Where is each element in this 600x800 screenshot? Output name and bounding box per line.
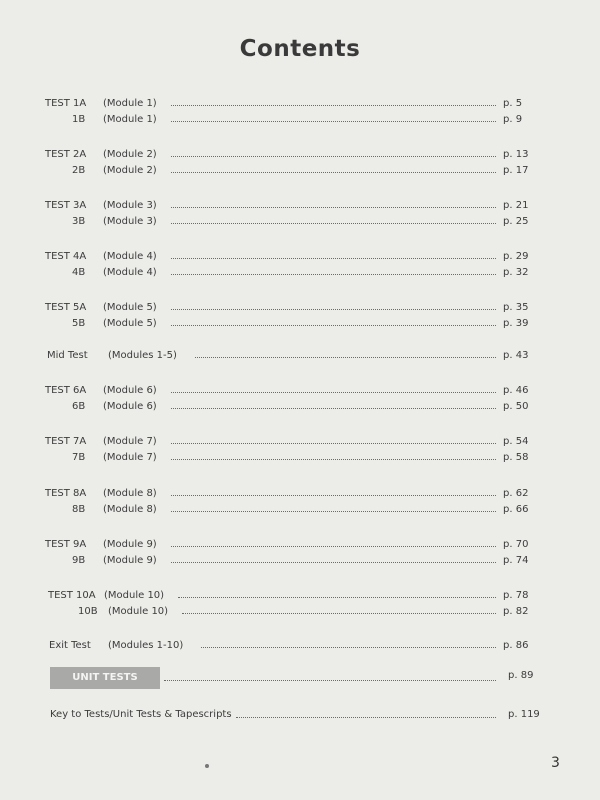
toc-module: (Module 4) (103, 267, 157, 278)
toc-leader-dots (171, 309, 496, 310)
toc-test-name: 9B (72, 555, 86, 566)
toc-entry (0, 435, 600, 449)
key-label: Key to Tests/Unit Tests & Tapescripts (50, 709, 232, 720)
toc-module: (Modules 1-10) (108, 640, 184, 651)
toc-test-name: TEST 6A (45, 385, 87, 396)
toc-module: (Module 9) (103, 555, 157, 566)
toc-test-name: TEST 4A (45, 251, 87, 262)
toc-page-ref: p. 54 (503, 436, 529, 447)
toc-page-ref: p. 82 (503, 606, 529, 617)
toc-entry (0, 113, 600, 127)
toc-test-name: TEST 1A (45, 98, 87, 109)
toc-module: (Module 10) (104, 590, 165, 601)
toc-entry (0, 266, 600, 280)
toc-test-name: Exit Test (49, 640, 91, 651)
toc-leader-dots (171, 511, 496, 512)
toc-page-ref: p. 32 (503, 267, 529, 278)
toc-test-name: TEST 8A (45, 488, 87, 499)
toc-module: (Module 2) (103, 149, 157, 160)
toc-leader-dots (171, 495, 496, 496)
toc-page-ref: p. 17 (503, 165, 529, 176)
toc-leader-dots (171, 443, 496, 444)
toc-page-ref: p. 58 (503, 452, 529, 463)
toc-page-ref: p. 25 (503, 216, 529, 227)
toc-entry (0, 148, 600, 162)
toc-entry (0, 605, 600, 619)
toc-test-name: TEST 10A (48, 590, 96, 601)
key-entry (50, 708, 232, 722)
toc-leader-dots (171, 207, 496, 208)
toc-test-name: 4B (72, 267, 86, 278)
toc-test-name: 1B (72, 114, 86, 125)
key-leader-dots (236, 717, 496, 718)
toc-leader-dots (201, 647, 496, 648)
toc-test-name: 10B (78, 606, 98, 617)
toc-page-ref: p. 13 (503, 149, 529, 160)
toc-page-ref: p. 78 (503, 590, 529, 601)
toc-module: (Module 6) (103, 385, 157, 396)
toc-leader-dots (171, 223, 496, 224)
toc-test-name: TEST 9A (45, 539, 87, 550)
toc-leader-dots (171, 274, 496, 275)
toc-page-ref: p. 66 (503, 504, 529, 515)
toc-test-name: 7B (72, 452, 86, 463)
toc-leader-dots (171, 105, 496, 106)
toc-page-ref: p. 29 (503, 251, 529, 262)
toc-module: (Module 1) (103, 114, 157, 125)
toc-leader-dots (171, 172, 496, 173)
toc-leader-dots (171, 459, 496, 460)
toc-entry (0, 639, 600, 653)
toc-module: (Module 4) (103, 251, 157, 262)
toc-page-ref: p. 46 (503, 385, 529, 396)
toc-test-name: TEST 5A (45, 302, 87, 313)
toc-test-name: Mid Test (47, 350, 88, 361)
toc-entry (0, 215, 600, 229)
toc-entry (0, 164, 600, 178)
toc-entry (0, 301, 600, 315)
unit-tests-page-ref (508, 669, 533, 683)
toc-entry (0, 317, 600, 331)
unit-tests-leader-dots (164, 680, 496, 681)
toc-module: (Module 7) (103, 436, 157, 447)
key-page: p. 119 (508, 709, 540, 720)
toc-leader-dots (171, 156, 496, 157)
toc-entry (0, 554, 600, 568)
toc-entry (0, 199, 600, 213)
print-speck (205, 764, 209, 768)
toc-test-name: TEST 3A (45, 200, 87, 211)
toc-module: (Module 3) (103, 216, 157, 227)
toc-page-ref: p. 21 (503, 200, 529, 211)
toc-page-ref: p. 43 (503, 350, 529, 361)
toc-test-name: TEST 7A (45, 436, 87, 447)
toc-leader-dots (195, 357, 496, 358)
toc-module: (Module 6) (103, 401, 157, 412)
toc-test-name: 8B (72, 504, 86, 515)
toc-leader-dots (171, 121, 496, 122)
toc-module: (Module 8) (103, 504, 157, 515)
toc-module: (Module 9) (103, 539, 157, 550)
toc-module: (Module 1) (103, 98, 157, 109)
toc-entry (0, 451, 600, 465)
toc-entry (0, 250, 600, 264)
toc-page-ref: p. 35 (503, 302, 529, 313)
toc-module: (Module 10) (108, 606, 169, 617)
toc-test-name: 5B (72, 318, 86, 329)
toc-module: (Module 7) (103, 452, 157, 463)
page-number: 3 (551, 755, 560, 771)
toc-test-name: 6B (72, 401, 86, 412)
toc-entry (0, 384, 600, 398)
toc-entry (0, 349, 600, 363)
toc-leader-dots (171, 325, 496, 326)
toc-entry (0, 503, 600, 517)
toc-leader-dots (178, 597, 496, 598)
toc-module: (Modules 1-5) (108, 350, 177, 361)
toc-module: (Module 5) (103, 318, 157, 329)
toc-page-ref: p. 50 (503, 401, 529, 412)
unit-tests-label: UNIT TESTS (50, 667, 160, 689)
toc-page-ref: p. 9 (503, 114, 523, 125)
toc-module: (Module 2) (103, 165, 157, 176)
toc-page-ref: p. 39 (503, 318, 529, 329)
toc-test-name: TEST 2A (45, 149, 87, 160)
toc-entry (0, 538, 600, 552)
toc-module: (Module 3) (103, 200, 157, 211)
toc-entry (0, 487, 600, 501)
toc-page-ref: p. 5 (503, 98, 523, 109)
key-page-ref (508, 708, 540, 722)
toc-module: (Module 5) (103, 302, 157, 313)
toc-entry (0, 97, 600, 111)
toc-leader-dots (171, 392, 496, 393)
toc-page-ref: p. 62 (503, 488, 529, 499)
toc-page-ref: p. 70 (503, 539, 529, 550)
toc-page-ref: p. 86 (503, 640, 529, 651)
toc-leader-dots (171, 562, 496, 563)
toc-entry (0, 400, 600, 414)
toc-test-name: 3B (72, 216, 86, 227)
toc-module: (Module 8) (103, 488, 157, 499)
unit-tests-page: p. 89 (508, 670, 534, 681)
page-title: Contents (239, 36, 361, 62)
toc-leader-dots (171, 408, 496, 409)
toc-page-ref: p. 74 (503, 555, 529, 566)
toc-entry (0, 589, 600, 603)
toc-leader-dots (171, 546, 496, 547)
toc-leader-dots (171, 258, 496, 259)
toc-test-name: 2B (72, 165, 86, 176)
toc-leader-dots (182, 613, 496, 614)
